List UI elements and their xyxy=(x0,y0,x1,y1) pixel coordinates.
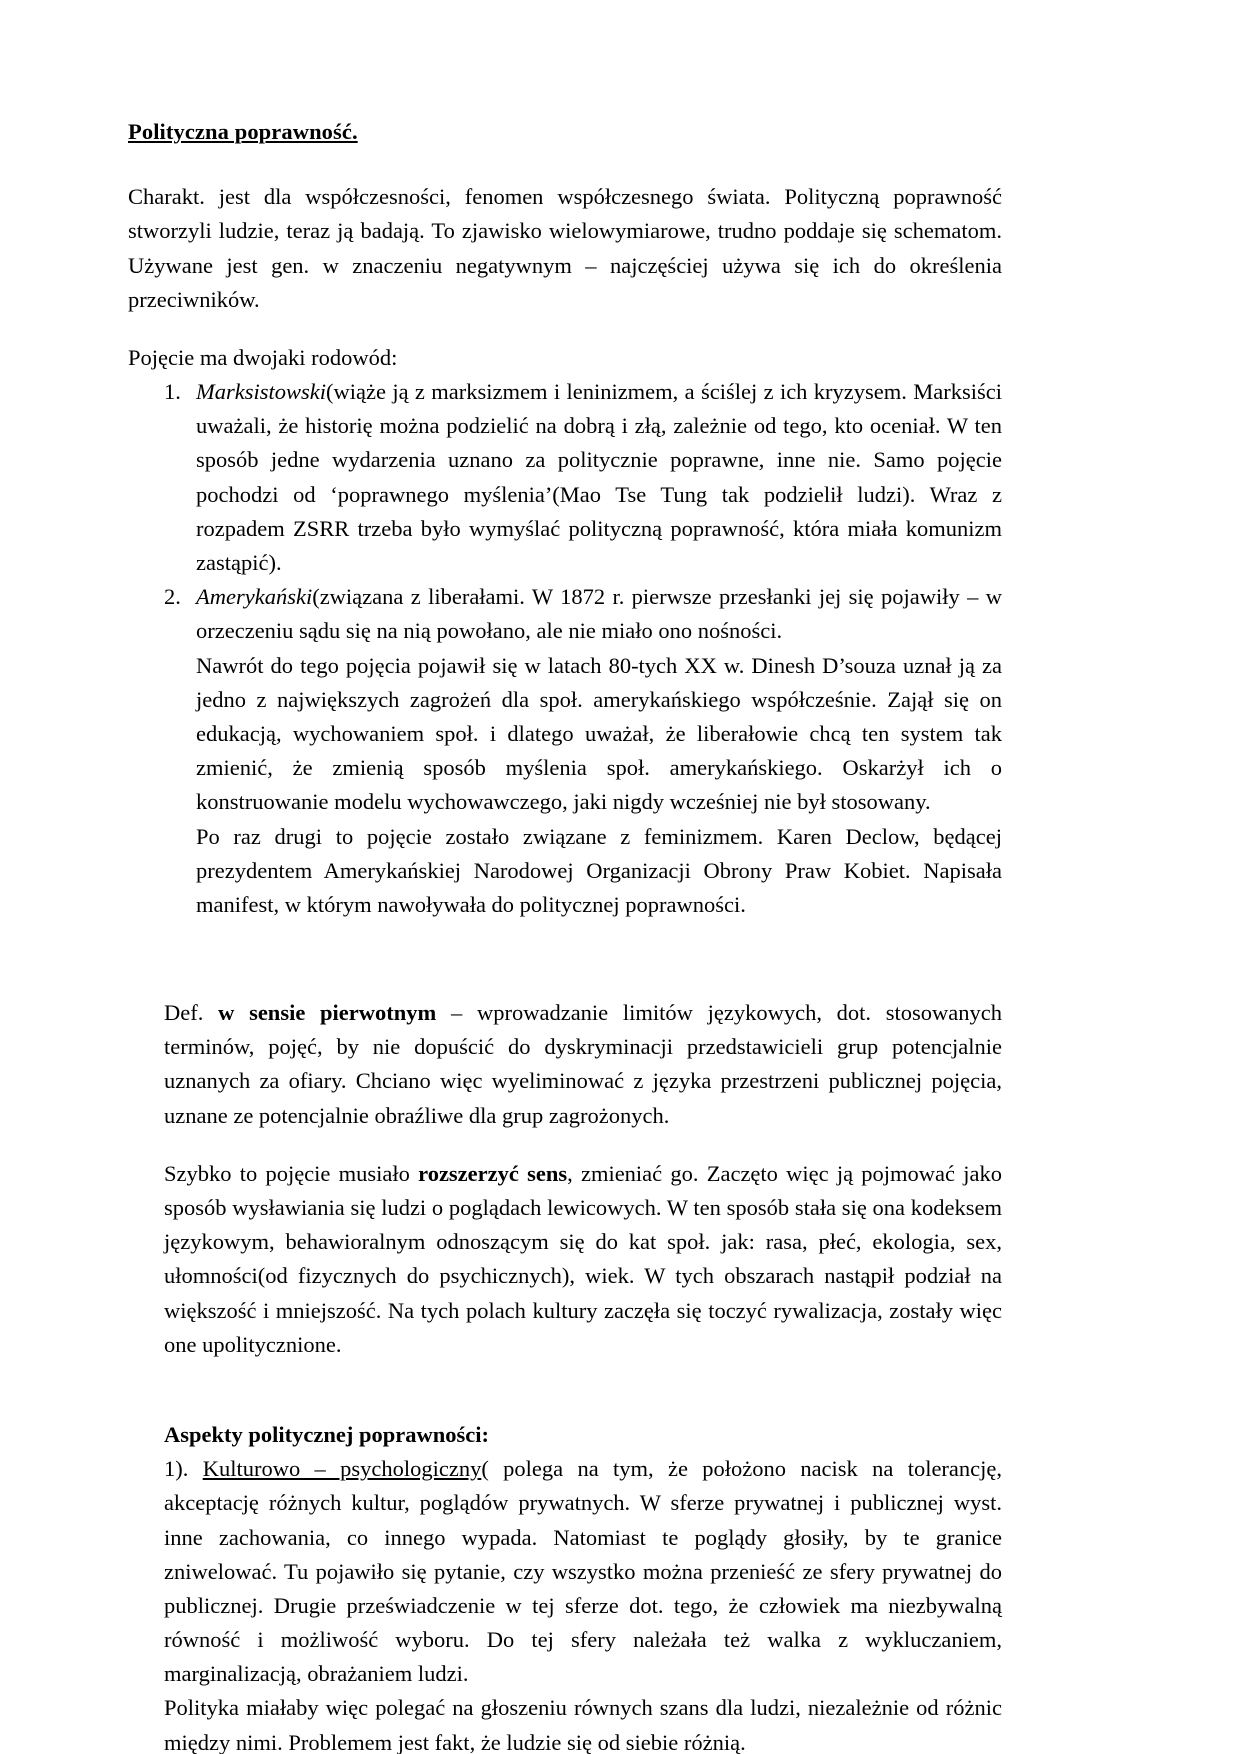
aspects-item-paragraph xyxy=(164,1452,1002,1691)
list-item xyxy=(128,375,1002,580)
expansion-pre-text: Szybko to pojęcie musiało xyxy=(164,1160,419,1186)
list-item-extra-paragraph: Po raz drugi to pojęcie zostało związane z feminizmem. Karen Declow, będącej prezydentem Amerykańskiej Narodowej Organizacji Obrony Praw Kobiet. Napisała manifest, w którym nawoływała do politycznej poprawności. xyxy=(196,823,1002,917)
expansion-paragraph xyxy=(164,1157,1002,1362)
aspects-closing-paragraph: Polityka miałaby więc polegać na głoszeniu równych szans dla ludzi, niezależnie od różnic między nimi. Problemem jest fakt, że ludzie się od siebie różnią. xyxy=(164,1695,1002,1754)
list-item-italic-lead: Amerykański xyxy=(196,584,313,610)
aspects-item-underlined-label: Kulturowo – psychologiczny xyxy=(202,1456,482,1482)
origin-list xyxy=(128,375,1002,922)
list-item-text: (wiąże ją z marksizmem i leninizmem, a ściślej z ich kryzysem. Marksiści uważali, że historię można podzielić na dobrą i złą, zależnie od tego, kto oceniał. W ten sposób jedne wydarzenia uznano za politycznie poprawne, inne nie. Samo pojęcie pochodzi od ‘poprawnego myślenia’(Mao Tse Tung tak podzielił ludzi). Wraz z rozpadem ZSRR trzeba było wymyślać polityczną poprawność, która miała komunizm zastąpić). xyxy=(196,379,1002,575)
list-lead-in: Pojęcie ma dwojaki rodowód: xyxy=(128,344,398,370)
aspects-item-text: ( polega na tym, że położono nacisk na tolerancję, akceptację różnych kultur, poglądów prywatnych. W sferze prywatnej i publicznej wyst. inne zachowania, co innego wypada. Natomiast te poglądy głosiły, by te granice zniwelować. Tu pojawiło się pytanie, czy wszystko można przenieść ze sfery prywatnej do publicznej. Drugie przeświadczenie w tej sferze dot. tego, że człowiek ma niezbywalną równość i możliwość wyboru. Do tej sfery należała też walka z wykluczaniem, marginalizacją, obrażaniem ludzi. xyxy=(164,1456,1003,1687)
definition-block xyxy=(164,996,1002,1754)
page-title: Polityczna poprawność. xyxy=(128,119,358,144)
list-item-italic-lead: Marksistowski xyxy=(196,379,327,405)
list-item-body xyxy=(196,580,1002,648)
expansion-bold-phrase: rozszerzyć sens xyxy=(418,1160,568,1186)
definition-text: – wprowadzanie limitów językowych, dot. stosowanych terminów, pojęć, by nie dopuścić do dyskryminacji przedstawicieli grup potencjalnie uznanych za ofiary. Chciano więc wyeliminować z języka przestrzeni publicznej pojęcia, uznane ze potencjalnie obraźliwe dla grup zagrożonych. xyxy=(164,1000,1003,1128)
list-item-text: (związana z liberałami. W 1872 r. pierwsze przesłanki jej się pojawiły – w orzeczeniu sądu się na nią powołano, ale nie miało ono nośności. xyxy=(196,584,1002,644)
intro-paragraph: Charakt. jest dla współczesności, fenomen współczesnego świata. Polityczną poprawność stworzyli ludzie, teraz ją badają. To zjawisko wielowymiarowe, trudno poddaje się schematom. Używane jest gen. w znaczeniu negatywnym – najczęściej używa się ich do określenia przeciwników. xyxy=(128,184,1002,312)
list-item-body xyxy=(196,375,1002,580)
document-content xyxy=(128,118,1002,1754)
list-item xyxy=(128,580,1002,922)
expansion-post-text: , zmieniać go. Zaczęto więc ją pojmować jako sposób wysławiania się ludzi o poglądach lewicowych. W ten sposób stała się ona kodeksem językowym, behawioralnym odnoszącym się do kat społ. jak: rasa, płeć, ekologia, sex, ułomności(od fizycznych do psychicznych), wiek. W tych obszarach nastąpił podział na większość i mniejszość. Na tych polach kultury zaczęła się toczyć rywalizacja, zostały więc one upolitycznione. xyxy=(164,1160,1002,1357)
definition-label: Def. xyxy=(164,1000,204,1026)
definition-paragraph xyxy=(164,996,1002,1133)
definition-bold-phrase: w sensie pierwotnym xyxy=(218,1000,437,1026)
list-item-extra-paragraph: Nawrót do tego pojęcia pojawił się w latach 80-tych XX w. Dinesh D’souza uznał ją za jedno z największych zagrożeń dla społ. amerykańskiego współcześnie. Zajął się on edukacją, wychowaniem społ. i dlatego uważał, że liberałowie chcą ten system tak zmienić, że zmienią sposób myślenia społ. amerykańskiego. Oskarżył ich o konstruowanie modelu wychowawczego, jaki nigdy wcześniej nie był stosowany. xyxy=(196,652,1002,815)
aspects-item-number: 1). xyxy=(164,1456,189,1482)
aspects-heading: Aspekty politycznej poprawności: xyxy=(164,1421,489,1447)
